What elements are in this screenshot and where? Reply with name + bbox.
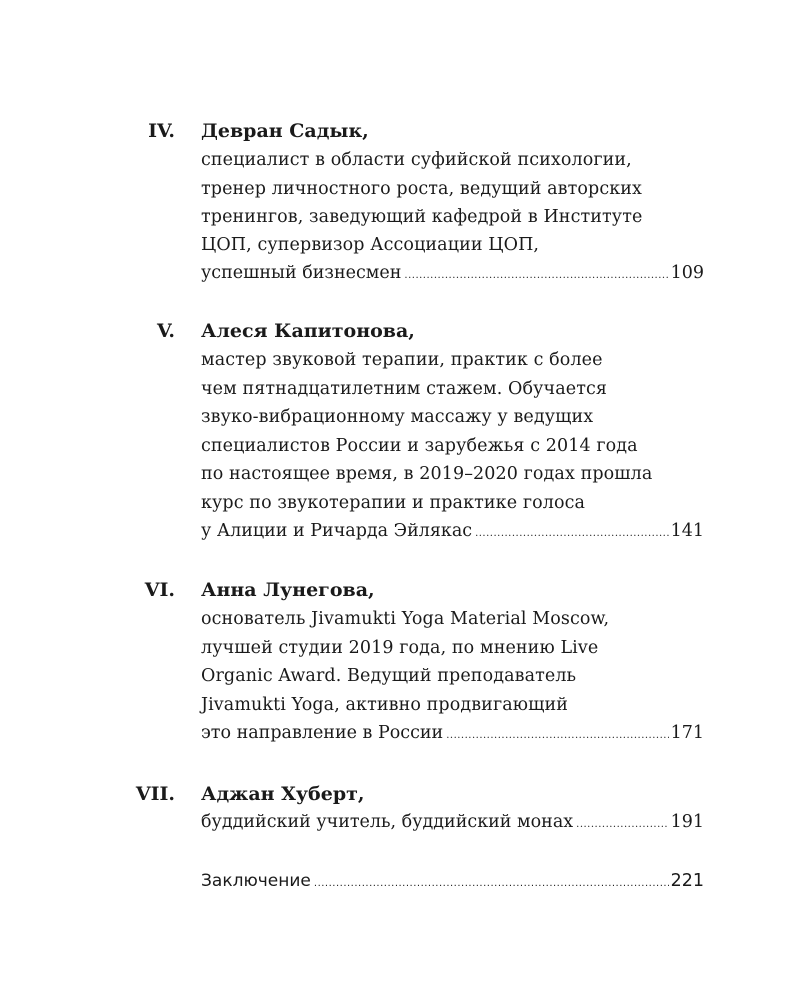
toc-description-line: Organic Award. Ведущий преподаватель [201,666,577,686]
toc-description-line: Jivamukti Yoga, активно продвигающий [201,695,568,715]
toc-leader-line[interactable] [201,259,704,290]
dot-leader [475,519,669,548]
toc-description-line: у Алиции и Ричарда Эйлякас [201,521,473,541]
toc-author-name: Алеся Капитонова, [201,320,415,342]
toc-description-line: это направление в России [201,723,444,743]
toc-description-line: основатель Jivamukti Yoga Material Moscow, [201,609,610,629]
page-number: 171 [670,723,704,743]
dot-leader [446,721,668,750]
toc-description-line: буддийский учитель, буддийский монах [201,812,574,832]
toc-description-line: успешный бизнесмен [201,263,402,283]
toc-description-line: тренер личностного роста, ведущий авторских [201,179,643,199]
toc-author-name: Аджан Хуберт, [201,783,365,805]
toc-leader-line[interactable] [201,808,704,839]
toc-numeral: VI. [144,579,175,601]
toc-description-line: по настоящее время, в 2019–2020 годах прошла [201,464,653,484]
toc-description-line: звуко-вибрационному массажу у ведущих [201,407,594,427]
dot-leader [314,869,669,898]
conclusion-label: Заключение [201,871,311,891]
toc-numeral: V. [156,320,175,342]
toc-numeral: VII. [135,783,175,805]
toc-description-line: специалистов России и зарубежья с 2014 года [201,436,638,456]
toc-author-name: Анна Лунегова, [201,579,375,601]
toc-author-name: Девран Садык, [201,120,369,142]
toc-description-line: ЦОП, супервизор Ассоциации ЦОП, [201,235,540,255]
toc-leader-line[interactable] [201,517,704,548]
toc-description-line: лучшей студии 2019 года, по мнению Live [201,638,599,658]
toc-numeral: IV. [148,120,175,142]
toc-description-line: чем пятнадцатилетним стажем. Обучается [201,379,608,399]
toc-leader-line[interactable] [201,719,704,750]
page-number: 141 [670,521,704,541]
page-number: 109 [670,263,704,283]
page-number: 221 [670,871,704,891]
toc-description-line: мастер звуковой терапии, практик с более [201,350,603,370]
toc-description-line: специалист в области суфийской психологии, [201,150,632,170]
toc-description-line: тренингов, заведующий кафедрой в Институте [201,207,643,227]
dot-leader [576,810,668,839]
page-number: 191 [670,812,704,832]
dot-leader [404,261,668,290]
toc-description-line: курс по звукотерапии и практике голоса [201,493,586,513]
toc-conclusion[interactable] [201,867,704,898]
